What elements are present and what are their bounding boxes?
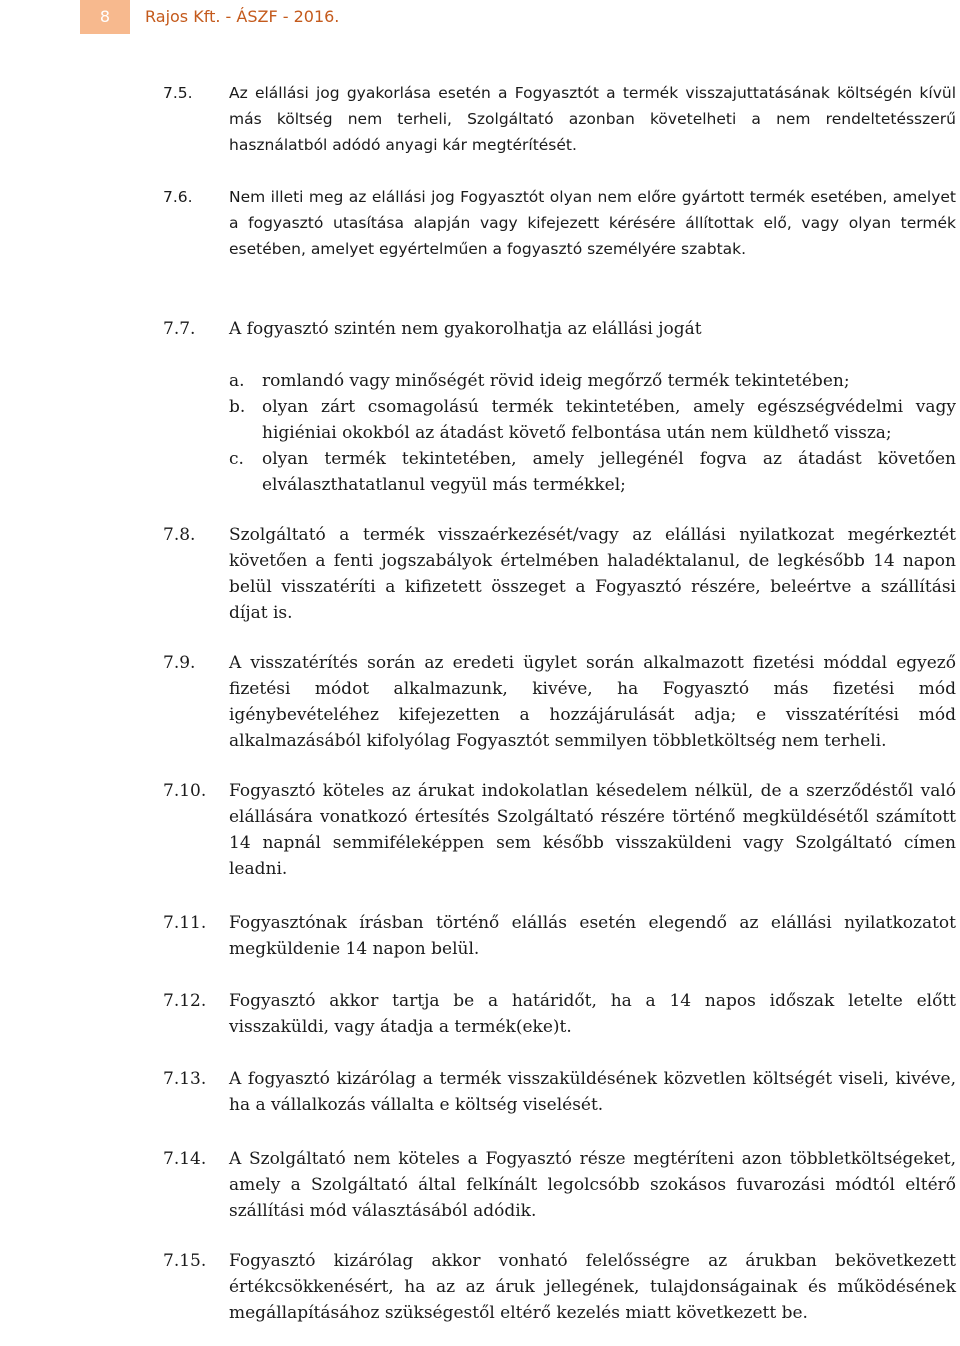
section-number: 7.9. [163,653,196,673]
section-number: 7.11. [163,913,207,933]
section-text: A fogyasztó szintén nem gyakorolhatja az elállási jogát [229,319,702,339]
section-number: 7.14. [163,1149,207,1169]
section-text: Nem illeti meg az elállási jog Fogyasztót olyan nem előre gyártott termék esetében, amelyet a fogyasztó utasítása alapján vagy kifejezett kérésére állítottak elő, vagy olyan termék esetében, amelyet egyértelműen a fogyasztó személyére szabtak. [229,188,956,258]
section-number: 7.7. [163,319,196,339]
section-number: 7.6. [163,188,193,206]
list-text: olyan zárt csomagolású termék tekintetében, amely egészségvédelmi vagy higiéniai okokból az átadást követő felbontása után nem küldhető vissza; [262,397,956,443]
list-marker: c. [229,449,244,469]
section-text: Szolgáltató a termék visszaérkezését/vagy az elállási nyilatkozat megérkeztét követően a fenti jogszabályok értelmében haladéktalanul, de legkésőbb 14 napon belül visszatéríti a kifizetett összeget a Fogyasztó részére, beleértve a szállítási díjat is. [229,525,956,623]
list-text: olyan termék tekintetében, amely jellegénél fogva az átadást követően elválaszthatatlanul vegyül más termékkel; [262,449,956,495]
section-number: 7.10. [163,781,207,801]
list-marker: a. [229,371,245,391]
section-text: Fogyasztó akkor tartja be a határidőt, ha a 14 napos időszak letelte előtt visszaküldi, vagy átadja a termék(eke)t. [229,991,956,1037]
section-text: A Szolgáltató nem köteles a Fogyasztó része megtéríteni azon többletköltségeket, amely a Szolgáltató által felkínált legolcsóbb szokásos fuvarozási módtól eltérő szállítási mód választásából adódik. [229,1149,956,1221]
page-number: 8 [80,0,130,34]
section-text: Az elállási jog gyakorlása esetén a Fogyasztót a termék visszajuttatásának költségén kívül más költség nem terheli, Szolgáltató azonban követelheti a nem rendeltetésszerű használatból adódó anyagi kár megtérítését. [229,84,956,154]
section-text: Fogyasztónak írásban történő elállás esetén elegendő az elállási nyilatkozatot megküldenie 14 napon belül. [229,913,956,959]
list-text: romlandó vagy minőségét rövid ideig megőrző termék tekintetében; [262,371,850,391]
section-number: 7.12. [163,991,207,1011]
section-number: 7.13. [163,1069,207,1089]
section-text: Fogyasztó köteles az árukat indokolatlan késedelem nélkül, de a szerződéstől való elállására vonatkozó értesítés Szolgáltató részére történő megküldésétől számított 14 napnál semmiféleképpen sem később visszaküldeni vagy Szolgáltató címen leadni. [229,781,956,879]
section-text: Fogyasztó kizárólag akkor vonható felelősségre az árukban bekövetkezett értékcsökkenésért, ha az az áruk jellegének, tulajdonságainak és működésének megállapításához szükségestől eltérő kezelés miatt következett be. [229,1251,956,1323]
section-number: 7.5. [163,84,193,102]
section-text: A visszatérítés során az eredeti ügylet során alkalmazott fizetési móddal egyező fizetési módot alkalmazunk, kivéve, ha Fogyasztó más fizetési mód igénybevételéhez kifejezetten a hozzájárulását adja; e visszatérítési mód alkalmazásából kifolyólag Fogyasztót semmilyen többletköltség nem terheli. [229,653,956,751]
document-title: Rajos Kft. - ÁSZF - 2016. [145,7,340,26]
section-number: 7.15. [163,1251,207,1271]
section-number: 7.8. [163,525,196,545]
list-marker: b. [229,397,246,417]
page-header [0,0,960,34]
section-text: A fogyasztó kizárólag a termék visszaküldésének közvetlen költségét viseli, kivéve, ha a vállalkozás vállalta e költség viselését. [229,1069,956,1115]
